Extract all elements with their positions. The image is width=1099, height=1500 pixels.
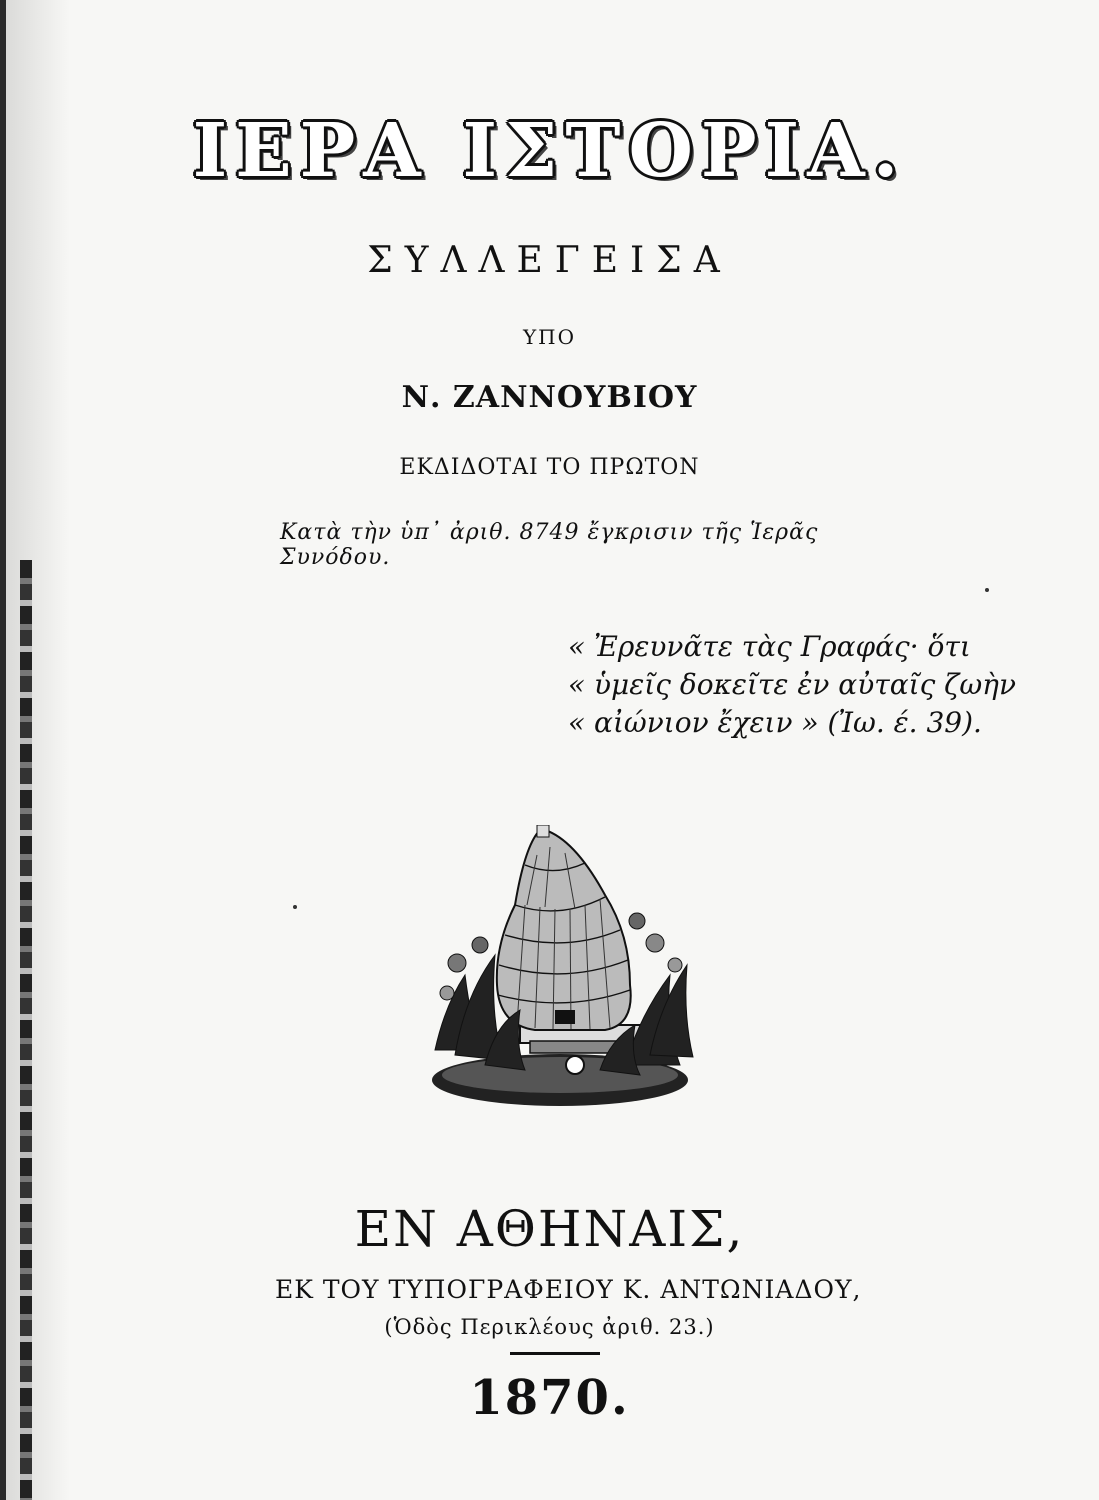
imprint-city: ΕΝ ΑΘΗΝΑΙΣ, bbox=[354, 1200, 745, 1258]
epigraph-line: « Ἐρευνᾶτε τὰς Γραφάς· ὅτι bbox=[568, 630, 971, 663]
imprint-address: (Ὁδὸς Περικλέους ἀριθ. 23.) bbox=[384, 1315, 715, 1339]
spine-shadow bbox=[0, 0, 6, 1500]
spine-lettering-bleed bbox=[20, 560, 32, 1500]
print-speck bbox=[985, 588, 989, 592]
print-speck bbox=[293, 905, 297, 909]
epigraph-line: « ὑμεῖς δοκεῖτε ἐν αὐταῖς ζωὴν bbox=[568, 668, 1016, 701]
edition-note: ΕΚΔΙΔΟΤΑΙ ΤΟ ΠΡΩΤΟΝ bbox=[399, 455, 700, 480]
epigraph-line: « αἰώνιον ἔχειν » (Ἰω. έ. 39). bbox=[568, 706, 982, 739]
divider-rule bbox=[510, 1352, 600, 1355]
publication-year: 1870. bbox=[469, 1370, 630, 1426]
subtitle: ΣΥΛΛΕΓΕΙΣΑ bbox=[367, 240, 732, 281]
epigraph bbox=[568, 628, 1016, 742]
author-name: Ν. ΖΑΝΝΟΥΒΙΟΥ bbox=[401, 380, 698, 415]
book-title: ΙΕΡΑ ΙΣΤΟΡΙΑ. bbox=[192, 108, 907, 194]
by-label: ΥΠΟ bbox=[522, 325, 577, 349]
synod-approval: Κατὰ τὴν ὑπ᾽ ἀριθ. 8749 ἔγκρισιν τῆς Ἱερᾶς Συνόδου. bbox=[280, 520, 819, 570]
imprint-printer: ΕΚ ΤΟΥ ΤΥΠΟΓΡΑΦΕΙΟΥ Κ. ΑΝΤΩΝΙΑΔΟΥ, bbox=[275, 1275, 862, 1304]
book-spine-edge bbox=[0, 0, 70, 1500]
beehive-engraving-icon bbox=[425, 825, 695, 1110]
